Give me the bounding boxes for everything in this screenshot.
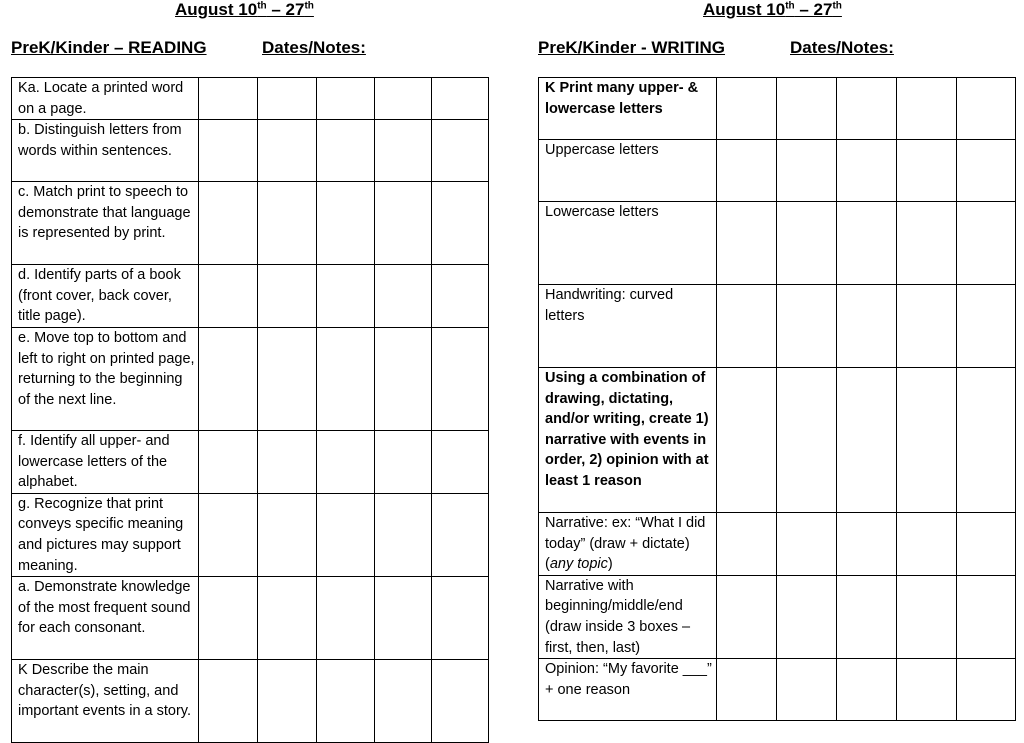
writing-skill-label: Narrative: ex: “What I did today” (draw + dictate) (any topic) — [539, 513, 717, 576]
reading-date-note-cell[interactable] — [432, 182, 489, 265]
writing-date-title: August 10th – 27th — [703, 0, 842, 19]
writing-date-note-cell[interactable] — [717, 575, 777, 658]
writing-date-note-cell[interactable] — [777, 78, 837, 140]
writing-date-note-cell[interactable] — [897, 368, 957, 513]
writing-date-note-cell[interactable] — [717, 140, 777, 202]
reading-date-note-cell[interactable] — [317, 265, 375, 328]
writing-skill-label: Opinion: “My favorite ___” + one reason — [539, 659, 717, 721]
writing-date-note-cell[interactable] — [957, 659, 1016, 721]
reading-date-note-cell[interactable] — [375, 182, 432, 265]
writing-date-note-cell[interactable] — [837, 140, 897, 202]
writing-date-note-cell[interactable] — [837, 575, 897, 658]
reading-date-note-cell[interactable] — [258, 78, 317, 120]
reading-row — [12, 430, 489, 493]
reading-checklist-table — [11, 77, 489, 743]
writing-date-note-cell[interactable] — [777, 368, 837, 513]
writing-date-note-cell[interactable] — [837, 368, 897, 513]
reading-date-note-cell[interactable] — [375, 265, 432, 328]
writing-date-note-cell[interactable] — [717, 78, 777, 140]
reading-date-note-cell[interactable] — [199, 327, 258, 430]
reading-date-note-cell[interactable] — [375, 430, 432, 493]
reading-date-note-cell[interactable] — [258, 577, 317, 660]
reading-date-note-cell[interactable] — [258, 327, 317, 430]
writing-row — [539, 659, 1016, 721]
reading-date-note-cell[interactable] — [199, 430, 258, 493]
reading-row — [12, 660, 489, 743]
reading-row — [12, 327, 489, 430]
reading-date-note-cell[interactable] — [432, 327, 489, 430]
reading-skill-label: Ka. Locate a printed word on a page. — [12, 78, 199, 120]
reading-row — [12, 493, 489, 576]
writing-date-note-cell[interactable] — [897, 285, 957, 368]
writing-row — [539, 575, 1016, 658]
writing-date-note-cell[interactable] — [957, 285, 1016, 368]
writing-date-note-cell[interactable] — [777, 575, 837, 658]
reading-date-note-cell[interactable] — [317, 327, 375, 430]
writing-date-note-cell[interactable] — [777, 140, 837, 202]
writing-row — [539, 202, 1016, 285]
reading-skill-label: c. Match print to speech to demonstrate that language is represented by print. — [12, 182, 199, 265]
reading-date-note-cell[interactable] — [375, 660, 432, 743]
reading-skill-label: d. Identify parts of a book (front cover, back cover, title page). — [12, 265, 199, 328]
writing-date-note-cell[interactable] — [717, 285, 777, 368]
writing-date-note-cell[interactable] — [717, 513, 777, 576]
reading-date-note-cell[interactable] — [375, 327, 432, 430]
writing-skill-label: Uppercase letters — [539, 140, 717, 202]
writing-date-note-cell[interactable] — [957, 202, 1016, 285]
reading-date-note-cell[interactable] — [199, 265, 258, 328]
reading-notes-heading: Dates/Notes: — [262, 38, 366, 57]
writing-skill-label: Handwriting: curved letters — [539, 285, 717, 368]
reading-date-note-cell[interactable] — [317, 430, 375, 493]
reading-date-note-cell[interactable] — [317, 577, 375, 660]
reading-date-note-cell[interactable] — [375, 577, 432, 660]
writing-date-note-cell[interactable] — [957, 513, 1016, 576]
reading-skill-label: e. Move top to bottom and left to right on printed page, returning to the beginning of the next line. — [12, 327, 199, 430]
writing-skill-label: Lowercase letters — [539, 202, 717, 285]
reading-date-note-cell[interactable] — [375, 120, 432, 182]
reading-subject-heading: PreK/Kinder – READING — [11, 38, 207, 57]
reading-date-note-cell[interactable] — [375, 493, 432, 576]
reading-date-note-cell[interactable] — [317, 120, 375, 182]
writing-date-note-cell[interactable] — [837, 659, 897, 721]
writing-date-note-cell[interactable] — [717, 659, 777, 721]
writing-date-note-cell[interactable] — [777, 285, 837, 368]
reading-row — [12, 120, 489, 182]
writing-date-note-cell[interactable] — [897, 78, 957, 140]
reading-date-note-cell[interactable] — [199, 577, 258, 660]
writing-row — [539, 513, 1016, 576]
reading-date-note-cell[interactable] — [432, 577, 489, 660]
reading-date-note-cell[interactable] — [258, 182, 317, 265]
writing-row — [539, 78, 1016, 140]
reading-skill-label: a. Demonstrate knowledge of the most frequent sound for each consonant. — [12, 577, 199, 660]
writing-date-note-cell[interactable] — [897, 202, 957, 285]
writing-date-note-cell[interactable] — [897, 140, 957, 202]
reading-date-note-cell[interactable] — [432, 430, 489, 493]
writing-date-note-cell[interactable] — [897, 659, 957, 721]
writing-date-note-cell[interactable] — [777, 202, 837, 285]
writing-date-note-cell[interactable] — [717, 368, 777, 513]
reading-date-note-cell[interactable] — [317, 660, 375, 743]
writing-date-note-cell[interactable] — [837, 285, 897, 368]
reading-date-note-cell[interactable] — [258, 430, 317, 493]
writing-date-note-cell[interactable] — [837, 78, 897, 140]
reading-skill-label: g. Recognize that print conveys specific meaning and pictures may support meaning. — [12, 493, 199, 576]
reading-date-note-cell[interactable] — [317, 493, 375, 576]
writing-date-note-cell[interactable] — [837, 513, 897, 576]
reading-date-note-cell[interactable] — [258, 265, 317, 328]
reading-date-note-cell[interactable] — [258, 660, 317, 743]
writing-date-note-cell[interactable] — [717, 202, 777, 285]
reading-date-note-cell[interactable] — [432, 265, 489, 328]
writing-date-note-cell[interactable] — [957, 575, 1016, 658]
writing-skill-label: Narrative with beginning/middle/end (draw inside 3 boxes – first, then, last) — [539, 575, 717, 658]
reading-row — [12, 182, 489, 265]
writing-subject-heading: PreK/Kinder - WRITING — [538, 38, 726, 57]
writing-date-note-cell[interactable] — [777, 659, 837, 721]
writing-row — [539, 368, 1016, 513]
writing-date-note-cell[interactable] — [957, 368, 1016, 513]
writing-date-note-cell[interactable] — [837, 202, 897, 285]
reading-date-note-cell[interactable] — [432, 120, 489, 182]
reading-row — [12, 577, 489, 660]
reading-date-note-cell[interactable] — [258, 493, 317, 576]
writing-date-note-cell[interactable] — [897, 575, 957, 658]
reading-date-note-cell[interactable] — [375, 78, 432, 120]
writing-date-note-cell[interactable] — [957, 78, 1016, 140]
reading-date-note-cell[interactable] — [258, 120, 317, 182]
writing-checklist-table — [538, 77, 1016, 721]
writing-date-note-cell[interactable] — [957, 140, 1016, 202]
reading-date-title: August 10th – 27th — [175, 0, 314, 19]
writing-skill-label: K Print many upper- & lowercase letters — [539, 78, 717, 140]
writing-date-note-cell[interactable] — [777, 513, 837, 576]
reading-date-note-cell[interactable] — [317, 182, 375, 265]
reading-skill-label: K Describe the main character(s), setting, and important events in a story. — [12, 660, 199, 743]
reading-date-note-cell[interactable] — [432, 493, 489, 576]
reading-row — [12, 265, 489, 328]
writing-notes-heading: Dates/Notes: — [790, 38, 894, 57]
reading-date-note-cell[interactable] — [199, 78, 258, 120]
writing-row — [539, 140, 1016, 202]
reading-date-note-cell[interactable] — [432, 78, 489, 120]
reading-date-note-cell[interactable] — [199, 120, 258, 182]
reading-row — [12, 78, 489, 120]
reading-date-note-cell[interactable] — [432, 660, 489, 743]
writing-date-note-cell[interactable] — [897, 513, 957, 576]
writing-skill-label: Using a combination of drawing, dictating, and/or writing, create 1) narrative with events in order, 2) opinion with at least 1 reason — [539, 368, 717, 513]
reading-date-note-cell[interactable] — [199, 182, 258, 265]
reading-skill-label: f. Identify all upper- and lowercase letters of the alphabet. — [12, 430, 199, 493]
writing-row — [539, 285, 1016, 368]
reading-date-note-cell[interactable] — [317, 78, 375, 120]
reading-date-note-cell[interactable] — [199, 660, 258, 743]
reading-date-note-cell[interactable] — [199, 493, 258, 576]
reading-skill-label: b. Distinguish letters from words within sentences. — [12, 120, 199, 182]
